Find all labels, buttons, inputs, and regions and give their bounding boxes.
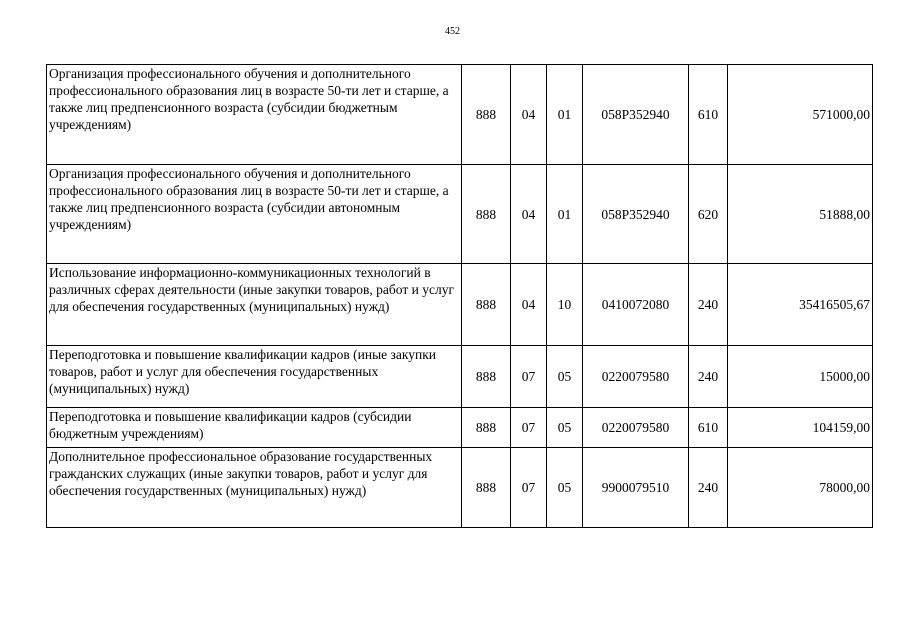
row-subsection-code: 01 [547,65,583,165]
row-ministry-code: 888 [462,165,511,264]
row-subsection-code: 05 [547,408,583,448]
row-expense-type: 240 [689,264,728,346]
page-number: 452 [445,26,460,37]
row-expense-type: 240 [689,346,728,408]
row-subsection-code: 05 [547,448,583,528]
row-expense-type: 610 [689,65,728,165]
row-description: Переподготовка и повышение квалификации кадров (субсидии бюджетным учреждениям) [47,408,462,448]
row-amount: 15000,00 [728,346,873,408]
row-ministry-code: 888 [462,408,511,448]
table-row [47,165,873,264]
row-target-code: 9900079510 [583,448,689,528]
row-description: Переподготовка и повышение квалификации кадров (иные закупки товаров, работ и услуг для обеспечения государственных (муниципальных) нужд) [47,346,462,408]
table-row [47,408,873,448]
row-expense-type: 610 [689,408,728,448]
row-amount: 35416505,67 [728,264,873,346]
row-ministry-code: 888 [462,65,511,165]
row-section-code: 04 [511,65,547,165]
row-target-code: 0410072080 [583,264,689,346]
row-amount: 104159,00 [728,408,873,448]
row-section-code: 04 [511,264,547,346]
row-subsection-code: 05 [547,346,583,408]
row-expense-type: 620 [689,165,728,264]
row-description: Использование информационно-коммуникационных технологий в различных сферах деятельности (иные закупки товаров, работ и услуг для обеспечения государственных (муниципальных) нужд) [47,264,462,346]
row-subsection-code: 01 [547,165,583,264]
row-amount: 78000,00 [728,448,873,528]
row-section-code: 07 [511,408,547,448]
row-section-code: 07 [511,448,547,528]
row-amount: 51888,00 [728,165,873,264]
row-section-code: 07 [511,346,547,408]
row-description: Организация профессионального обучения и дополнительного профессионального образования лиц в возрасте 50-ти лет и старше, а также лиц предпенсионного возраста (субсидии бюджетным учреждениям) [47,65,462,165]
budget-table [46,64,873,528]
table-row [47,65,873,165]
row-amount: 571000,00 [728,65,873,165]
row-ministry-code: 888 [462,448,511,528]
row-ministry-code: 888 [462,346,511,408]
row-expense-type: 240 [689,448,728,528]
row-target-code: 058P352940 [583,165,689,264]
row-target-code: 0220079580 [583,408,689,448]
row-ministry-code: 888 [462,264,511,346]
row-description: Дополнительное профессиональное образование государственных гражданских служащих (иные закупки товаров, работ и услуг для обеспечения государственных (муниципальных) нужд) [47,448,462,528]
table-row [47,448,873,528]
row-section-code: 04 [511,165,547,264]
table-row [47,346,873,408]
row-target-code: 0220079580 [583,346,689,408]
table-row [47,264,873,346]
row-description: Организация профессионального обучения и дополнительного профессионального образования лиц в возрасте 50-ти лет и старше, а также лиц предпенсионного возраста (субсидии автономным учреждениям) [47,165,462,264]
row-target-code: 058P352940 [583,65,689,165]
row-subsection-code: 10 [547,264,583,346]
